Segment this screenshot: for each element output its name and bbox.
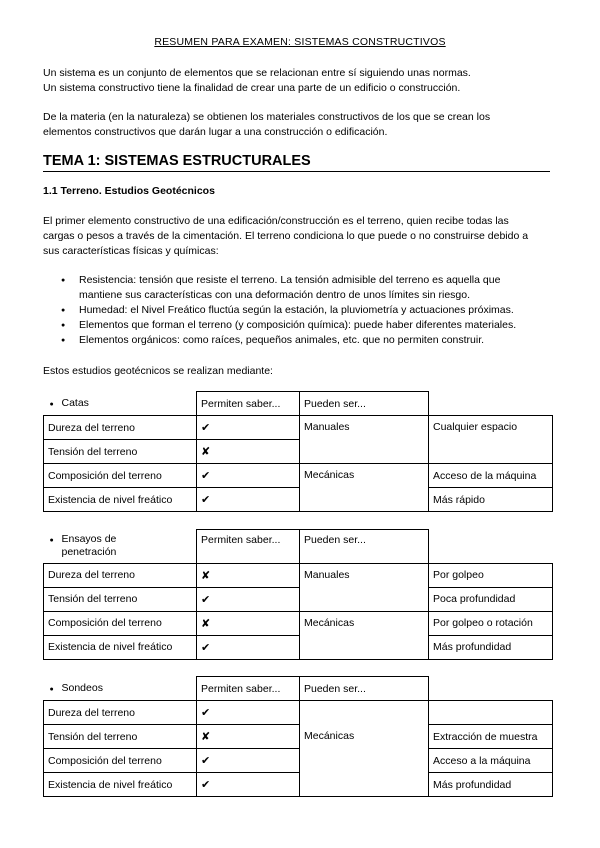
table-title: ● Sondeos — [48, 682, 103, 694]
cross-icon: ✘ — [197, 611, 300, 635]
para2: Estos estudios geotécnicos se realizan mediante: — [43, 365, 273, 377]
col-header: Pueden ser... — [300, 677, 429, 701]
check-icon: ✔ — [197, 587, 300, 611]
table-row: Tensión del terreno ✘ Extracción de muestra — [44, 725, 553, 749]
table-row: Dureza del terreno ✘ Manuales Por golpeo — [44, 563, 553, 587]
characteristics-list — [43, 273, 599, 348]
check-icon: ✔ — [197, 488, 300, 512]
table-row: Existencia de nivel freático ✔ Más profundidad — [44, 773, 553, 797]
check-icon: ✔ — [197, 464, 300, 488]
ensayos-table — [43, 529, 553, 660]
para1-line-1: El primer elemento constructivo de una edificación/construcción es el terreno, quien recibe todas las — [43, 215, 509, 227]
section-title: TEMA 1: SISTEMAS ESTRUCTURALES — [43, 153, 550, 172]
sondeos-table — [43, 676, 553, 797]
document-title: RESUMEN PARA EXAMEN: SISTEMAS CONSTRUCTIVOS — [154, 36, 446, 48]
table-title: ● Ensayos de penetración — [48, 533, 117, 559]
list-item: ● Elementos orgánicos: como raíces, pequeños animales, etc. que no permiten construir. — [79, 333, 599, 348]
catas-table — [43, 391, 553, 512]
table-row: Dureza del terreno ✔ Manuales Cualquier espacio — [44, 416, 553, 440]
table-row: Composición del terreno ✘ Mecánicas Por golpeo o rotación — [44, 611, 553, 635]
table-row: Existencia de nivel freático ✔ Más profundidad — [44, 635, 553, 659]
para1-line-2: cargas o pesos a través de la cimentación. El terreno condiciona lo que puede o no construirse debido a — [43, 230, 529, 242]
cross-icon: ✘ — [197, 563, 300, 587]
intro-line-2: Un sistema constructivo tiene la finalidad de crear una parte de un edificio o construcción. — [43, 82, 461, 94]
check-icon: ✔ — [197, 773, 300, 797]
table-row: Composición del terreno ✔ Mecánicas Acceso de la máquina — [44, 464, 553, 488]
col-header: Pueden ser... — [300, 530, 429, 564]
check-icon: ✔ — [197, 749, 300, 773]
table-row: Tensión del terreno ✔ Poca profundidad — [44, 587, 553, 611]
col-header: Permiten saber... — [197, 530, 300, 564]
col-header: Pueden ser... — [300, 392, 429, 416]
para1-line-3: sus características físicas y químicas: — [43, 245, 219, 257]
table-row: Tensión del terreno ✘ — [44, 440, 553, 464]
list-item: ● Humedad: el Nivel Freático fluctúa según la estación, la pluviometría y actuaciones próximas. — [79, 303, 599, 318]
table-header-row — [44, 530, 553, 564]
col-header: Permiten saber... — [197, 392, 300, 416]
table-header-row — [44, 677, 553, 701]
table-header-row — [44, 392, 553, 416]
intro-line-4: elementos constructivos que darán lugar a una construcción o edificación. — [43, 126, 388, 138]
check-icon: ✔ — [197, 701, 300, 725]
table-row: Dureza del terreno ✔ Mecánicas — [44, 701, 553, 725]
subsection-title: 1.1 Terreno. Estudios Geotécnicos — [43, 185, 215, 197]
check-icon: ✔ — [197, 635, 300, 659]
col-header: Permiten saber... — [197, 677, 300, 701]
intro-line-1: Un sistema es un conjunto de elementos que se relacionan entre sí siguiendo unas normas. — [43, 67, 471, 79]
list-item: ● Elementos que forman el terreno (y composición química): puede haber diferentes materiales. — [79, 318, 599, 333]
check-icon: ✔ — [197, 416, 300, 440]
table-title: ● Catas — [48, 397, 89, 409]
cross-icon: ✘ — [197, 440, 300, 464]
cross-icon: ✘ — [197, 725, 300, 749]
table-row: Composición del terreno ✔ Acceso a la máquina — [44, 749, 553, 773]
intro-line-3: De la materia (en la naturaleza) se obtienen los materiales constructivos de los que se crean los — [43, 111, 491, 123]
table-row: Existencia de nivel freático ✔ Más rápido — [44, 488, 553, 512]
list-item: ● Resistencia: tensión que resiste el terreno. La tensión admisible del terreno es aquella que mantiene sus características con una deformación dentro de unos límites sin riesgo. — [79, 273, 599, 303]
